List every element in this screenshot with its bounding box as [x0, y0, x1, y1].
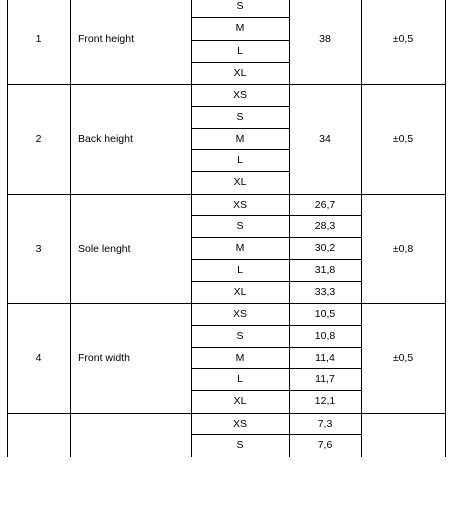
size-value: 28,3 [314, 219, 336, 232]
size-value: 31,8 [314, 263, 336, 276]
subrow-divider [191, 128, 290, 129]
column-line [289, 194, 290, 305]
size-label: XS [232, 88, 247, 101]
row-number: 1 [35, 33, 42, 46]
column-line [191, 194, 192, 305]
size-label: S [236, 438, 244, 451]
subrow-divider [191, 368, 362, 369]
size-label: L [237, 263, 243, 276]
subrow-divider [191, 259, 362, 260]
column-line [70, 194, 71, 305]
subrow-divider [191, 434, 362, 435]
size-value: 7,3 [317, 417, 333, 430]
size-value: 10,5 [314, 307, 336, 320]
size-label: L [237, 44, 243, 57]
tolerance-value: ±0,5 [392, 33, 414, 46]
size-value: 33,3 [314, 285, 336, 298]
size-label: L [237, 372, 243, 385]
row-number: 2 [35, 132, 42, 145]
tolerance-value: ±0,8 [392, 242, 414, 255]
column-line [445, 194, 446, 305]
measurement-name: Sole lenght [78, 242, 131, 255]
column-line [191, 0, 192, 85]
size-value: 7,6 [317, 438, 333, 451]
column-line [361, 194, 362, 305]
tolerance-value: ±0,5 [392, 132, 414, 145]
column-line [7, 413, 8, 457]
column-line [289, 84, 290, 195]
column-line [289, 0, 290, 85]
tolerance-value [361, 413, 445, 523]
column-line [191, 413, 192, 457]
column-line [7, 194, 8, 305]
subrow-divider [191, 171, 290, 172]
column-line [361, 0, 362, 85]
subrow-divider [191, 17, 290, 18]
size-value: 26,7 [314, 198, 336, 211]
subrow-divider [191, 281, 362, 282]
column-line [361, 84, 362, 195]
size-label: M [235, 21, 245, 34]
subrow-divider [191, 215, 362, 216]
subrow-divider [191, 40, 290, 41]
column-line [7, 0, 8, 85]
subrow-divider [191, 390, 362, 391]
column-line [70, 84, 71, 195]
size-label: S [236, 0, 244, 12]
subrow-divider [191, 237, 362, 238]
size-label: XL [233, 285, 247, 298]
subrow-divider [191, 62, 290, 63]
subrow-divider [191, 347, 362, 348]
size-label: S [236, 110, 244, 123]
size-label: XL [233, 66, 247, 79]
subrow-divider [191, 325, 362, 326]
column-line [191, 84, 192, 195]
measurement-name [78, 413, 191, 523]
measurement-name: Front width [78, 351, 130, 364]
merged-measurement-value: 38 [319, 33, 331, 46]
measurement-name: Front height [78, 33, 135, 46]
tolerance-value: ±0,5 [392, 351, 414, 364]
column-line [70, 413, 71, 457]
subrow-divider [191, 106, 290, 107]
column-line [70, 303, 71, 414]
size-label: S [236, 219, 244, 232]
column-line [191, 303, 192, 414]
column-line [445, 303, 446, 414]
row-number: 4 [35, 351, 42, 364]
subrow-divider [191, 149, 290, 150]
column-line [7, 84, 8, 195]
column-line [289, 303, 290, 414]
size-label: S [236, 329, 244, 342]
row-number [7, 413, 70, 523]
size-value: 11,7 [315, 372, 335, 385]
size-label: M [235, 241, 245, 254]
column-line [289, 413, 290, 457]
column-line [445, 84, 446, 195]
size-value: 10,8 [314, 329, 336, 342]
size-value: 11,4 [315, 351, 335, 364]
column-line [445, 0, 446, 85]
size-label: XS [232, 307, 247, 320]
size-label: XL [233, 394, 247, 407]
size-label: XL [233, 175, 247, 188]
size-label: L [237, 153, 243, 166]
size-label: XS [232, 417, 247, 430]
column-line [70, 0, 71, 85]
row-number: 3 [35, 242, 42, 255]
column-line [445, 413, 446, 457]
column-line [361, 413, 362, 457]
column-line [361, 303, 362, 414]
size-label: XS [232, 198, 247, 211]
size-value: 30,2 [314, 241, 336, 254]
size-label: M [235, 132, 245, 145]
column-line [7, 303, 8, 414]
size-label: M [235, 351, 245, 364]
merged-measurement-value: 34 [319, 132, 331, 145]
measurement-name: Back height [78, 132, 133, 145]
size-value: 12,1 [314, 394, 336, 407]
